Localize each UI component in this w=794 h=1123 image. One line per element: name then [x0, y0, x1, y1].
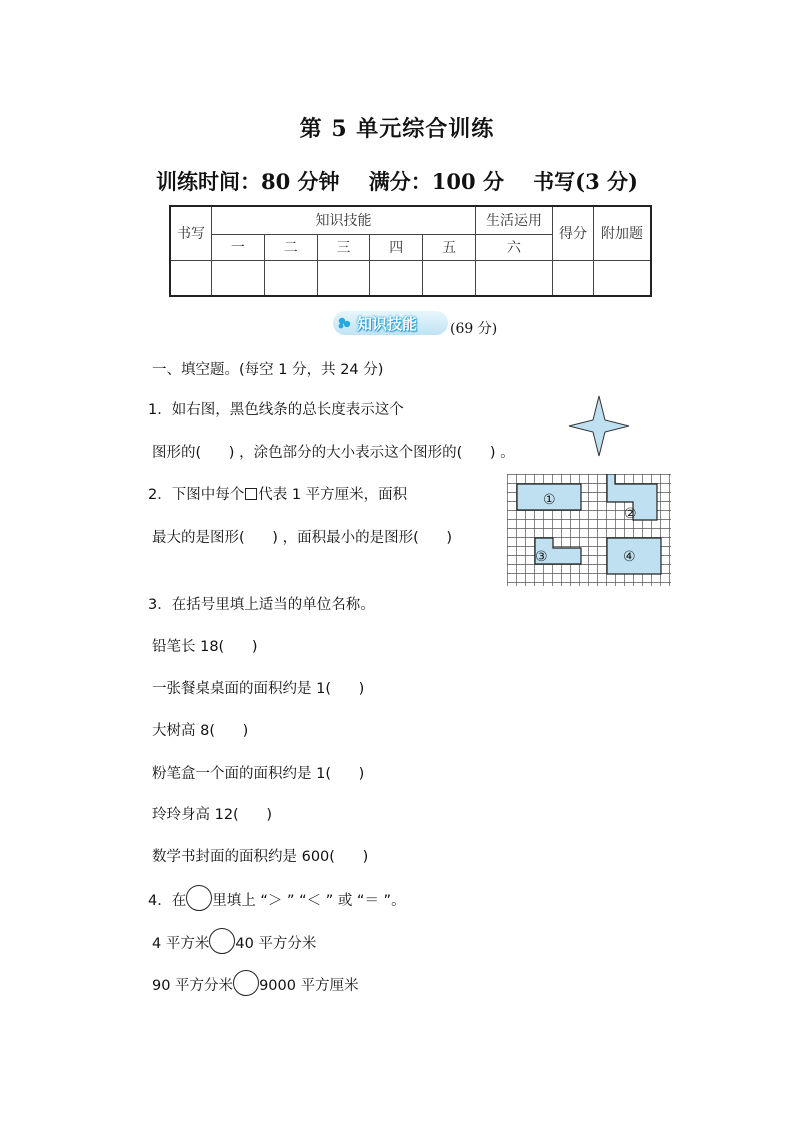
sub-col: 四: [370, 234, 423, 260]
blank-cell[interactable]: [370, 260, 423, 296]
sub-col: 六: [476, 234, 553, 260]
shape-label: ④: [623, 549, 636, 565]
blank-cell[interactable]: [317, 260, 370, 296]
unit-square-icon: [245, 488, 257, 500]
blank-cell[interactable]: [553, 260, 594, 296]
compare-circle-input[interactable]: [209, 928, 235, 954]
page-subtitle: 训练时间：80 分钟 满分：100 分 书写(3 分): [156, 169, 638, 194]
sub-col: 五: [423, 234, 476, 260]
group-knowledge: 知识技能: [212, 206, 476, 234]
compare-circle-input[interactable]: [233, 970, 259, 996]
shape-label: ①: [543, 492, 556, 508]
section-badge-label: 知识技能: [357, 315, 418, 333]
col-writing: 书写: [170, 206, 212, 260]
q3-item: 数学书封面的面积约是 600( ): [152, 849, 369, 865]
q2-line2: 最大的是图形( ) ，面积最小的是图形( ): [152, 530, 453, 546]
q4-heading: 4．在 里填上 “＞ ” “＜ ” 或 “＝ ”。: [148, 885, 406, 911]
q3-item: 大树高 8( ): [152, 723, 249, 739]
star-figure: [567, 394, 631, 458]
section-badge: [333, 311, 448, 335]
q3-heading: 3．在括号里填上适当的单位名称。: [148, 597, 375, 613]
q4-item: 4 平方米 40 平方分米: [152, 928, 316, 954]
area-grid-figure: [507, 474, 671, 586]
blank-cell[interactable]: [594, 260, 652, 296]
blank-cell[interactable]: [423, 260, 476, 296]
blank-cell[interactable]: [264, 260, 317, 296]
compare-circle: [186, 885, 212, 911]
score-table: [169, 205, 652, 297]
q3-item: 玲玲身高 12( ): [152, 807, 273, 823]
blank-cell[interactable]: [212, 260, 265, 296]
section-score: (69 分): [450, 321, 498, 337]
col-extra: 附加题: [594, 206, 652, 260]
q1-line1: 1．如右图，黑色线条的总长度表示这个: [148, 402, 404, 418]
q3-item: 粉笔盒一个面的面积约是 1( ): [152, 766, 365, 782]
sub-col: 二: [264, 234, 317, 260]
shape-label: ③: [535, 549, 548, 565]
sub-col: 三: [317, 234, 370, 260]
q3-item: 一张餐桌桌面的面积约是 1( ): [152, 681, 365, 697]
q3-item: 铅笔长 18( ): [152, 639, 258, 655]
page-title: 第 5 单元综合训练: [299, 116, 495, 142]
col-score: 得分: [553, 206, 594, 260]
blank-cell[interactable]: [476, 260, 553, 296]
flower-icon: [337, 316, 353, 330]
q2-line1: 2．下图中每个 代表 1 平方厘米，面积: [148, 487, 408, 503]
shape-label: ②: [624, 506, 637, 522]
part1-heading: 一、填空题。(每空 1 分，共 24 分): [152, 362, 384, 378]
q4-item: 90 平方分米 9000 平方厘米: [152, 970, 359, 996]
sub-col: 一: [212, 234, 265, 260]
blank-cell[interactable]: [170, 260, 212, 296]
group-life: 生活运用: [476, 206, 553, 234]
q1-line2: 图形的( ) ，涂色部分的大小表示这个图形的( ) 。: [152, 445, 515, 461]
